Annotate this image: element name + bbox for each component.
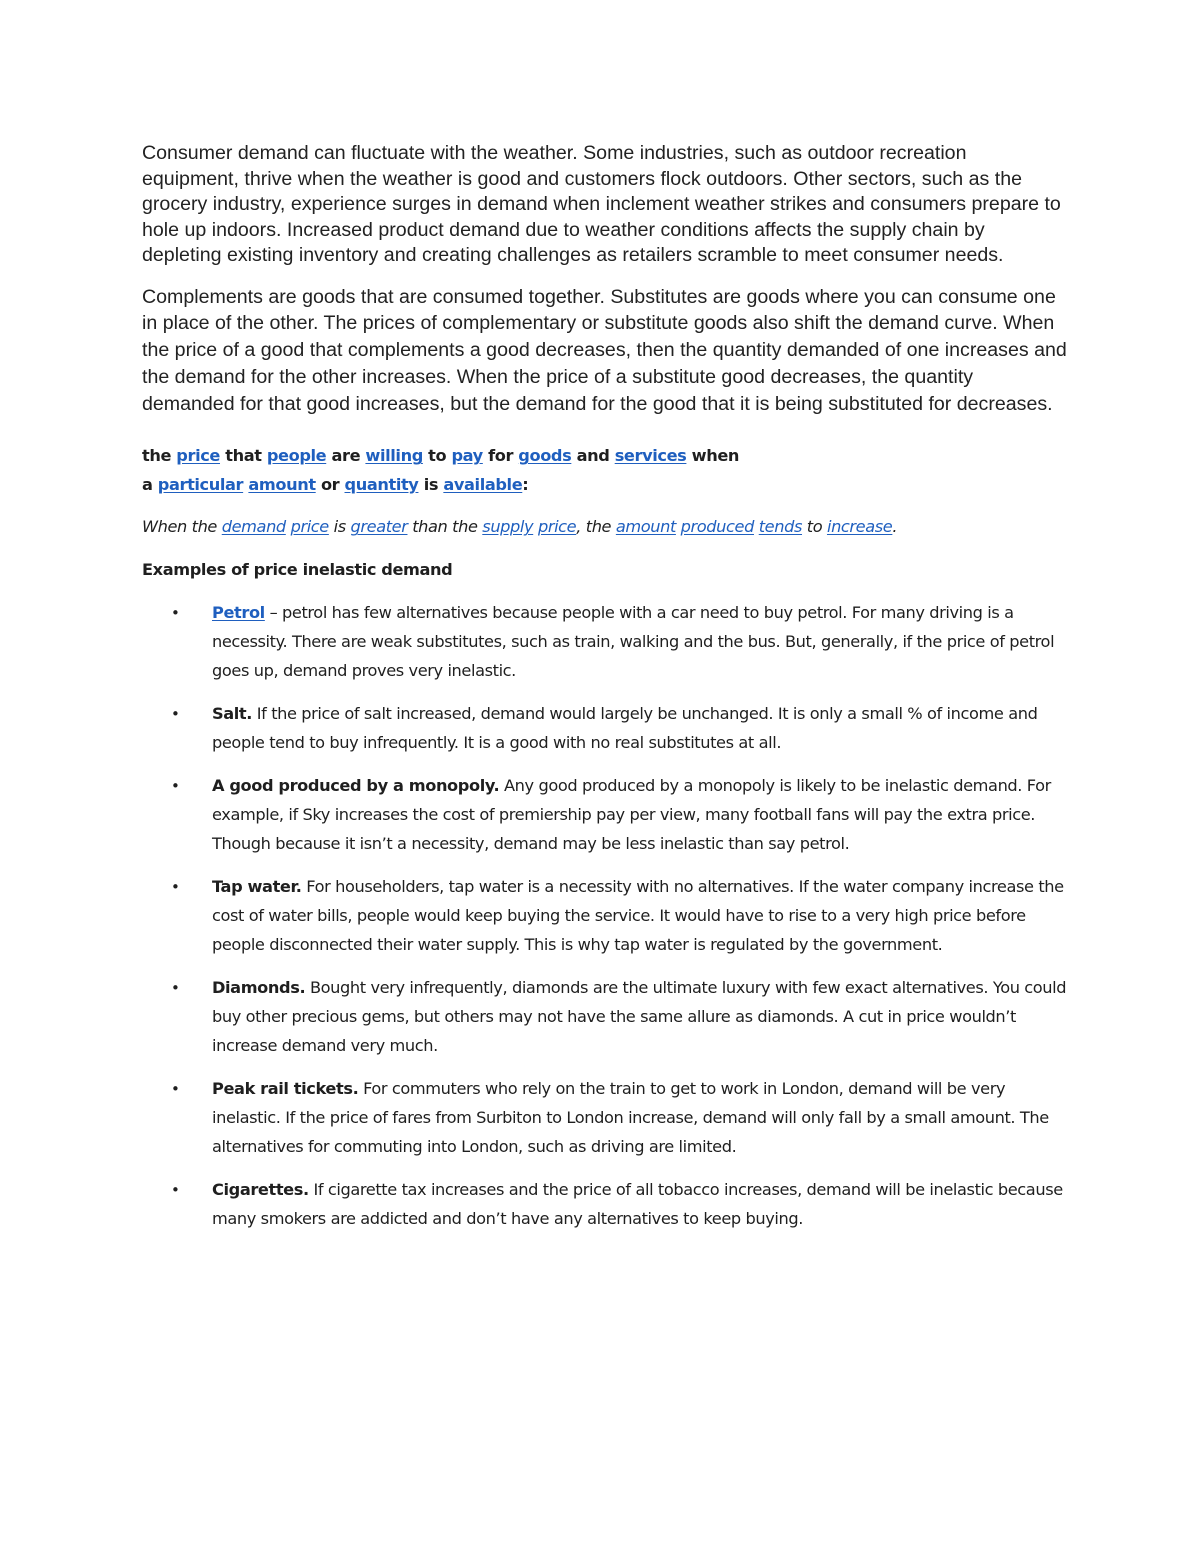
sentence-word: than the <box>412 517 478 537</box>
def-word: and <box>576 446 610 466</box>
paragraph-complements-substitutes: Complements are goods that are consumed together. Substitutes are goods where you can consume one in place of the other. The prices of complementary or substitute goods also shift the demand curve. When the price of a good that complements a good decreases, then the quantity demanded of one increases and the demand for the other increases. When the price of a substitute good decreases, the quantity demanded for that good increases, but the demand for the good that it is being substituted for decreases. <box>142 285 1067 415</box>
document-body <box>142 141 1067 1248</box>
link-pay[interactable]: pay <box>451 446 483 466</box>
list-item <box>142 974 1067 1060</box>
bullet-icon: • <box>171 979 180 998</box>
list-item <box>142 1075 1067 1161</box>
bullet-icon: • <box>171 1181 180 1200</box>
item-text: – petrol has few alternatives because people with a car need to buy petrol. For many driving is a necessity. There are weak substitutes, such as train, walking and the bus. But, generally, if the price of petrol goes up, demand proves very inelastic. <box>212 603 1055 681</box>
item-term: Tap water. <box>212 877 302 897</box>
item-text: If cigarette tax increases and the price of all tobacco increases, demand will be inelastic because many smokers are addicted and don’t have any alternatives to keep buying. <box>212 1180 1063 1228</box>
list-item <box>142 599 1067 685</box>
link-increase[interactable]: increase <box>826 517 893 537</box>
list-item <box>142 772 1067 858</box>
link-tends[interactable]: tends <box>758 517 803 537</box>
def-word: a <box>142 474 153 494</box>
def-word: for <box>488 446 514 466</box>
list-item <box>142 1176 1067 1234</box>
item-text: Bought very infrequently, diamonds are the ultimate luxury with few exact alternatives. You could buy other precious gems, but others may not have the same allure as diamonds. A cut in price wouldn’t increase demand very much. <box>212 978 1067 1055</box>
sentence-word: to <box>806 517 823 537</box>
link-price[interactable]: price <box>176 446 220 466</box>
link-available[interactable]: available <box>443 474 523 494</box>
bullet-icon: • <box>171 604 180 623</box>
item-text: If the price of salt increased, demand would largely be unchanged. It is only a small % of income and people tend to buy infrequently. It is a good with no real substitutes at all. <box>212 704 1038 753</box>
definition-line-1 <box>142 442 1067 471</box>
link-price-2[interactable]: price <box>290 517 329 537</box>
link-willing[interactable]: willing <box>365 446 423 466</box>
definition-line <box>142 442 1067 499</box>
paragraph-weather-demand: Consumer demand can fluctuate with the weather. Some industries, such as outdoor recreation equipment, thrive when the weather is good and customers flock outdoors. Other sectors, such as the grocery industry, experience surges in demand when inclement weather strikes and consumers prepare to hole up indoors. Increased product demand due to weather conditions affects the supply chain by depleting existing inventory and creating challenges as retailers scramble to meet consumer needs. <box>142 142 1061 266</box>
def-word: or <box>320 474 340 494</box>
link-goods[interactable]: goods <box>518 446 572 466</box>
link-quantity[interactable]: quantity <box>344 474 419 494</box>
sentence-word: When the <box>142 517 217 537</box>
def-colon: : <box>522 474 529 494</box>
section-heading: Examples of price inelastic demand <box>142 560 453 580</box>
item-term: A good produced by a monopoly. <box>212 776 500 796</box>
link-services[interactable]: services <box>614 446 687 466</box>
item-term: Cigarettes. <box>212 1180 309 1200</box>
link-produced[interactable]: produced <box>680 517 754 537</box>
definition-line-2 <box>142 471 1067 500</box>
sentence-word: is <box>333 517 346 537</box>
def-word: the <box>142 446 172 466</box>
def-word: that <box>225 446 262 466</box>
link-amount-2[interactable]: amount <box>615 517 676 537</box>
item-term: Salt. <box>212 704 253 724</box>
link-supply[interactable]: supply <box>482 517 534 537</box>
examples-list <box>142 599 1067 1233</box>
def-word: to <box>428 446 447 466</box>
bullet-icon: • <box>171 1080 180 1099</box>
item-term: Diamonds. <box>212 978 306 998</box>
link-particular[interactable]: particular <box>157 474 244 494</box>
item-term: Peak rail tickets. <box>212 1079 359 1099</box>
sentence-word: , the <box>576 517 612 537</box>
link-price-3[interactable]: price <box>537 517 577 537</box>
item-text: Any good produced by a monopoly is likely to be inelastic demand. For example, if Sky increases the cost of premiership pay per view, many football fans will pay the extra price. Though because it isn’t a necessity, demand may be less inelastic than say petrol. <box>212 776 1051 854</box>
list-item <box>142 700 1067 758</box>
link-greater[interactable]: greater <box>350 517 408 537</box>
link-people[interactable]: people <box>266 446 327 466</box>
list-item <box>142 873 1067 959</box>
bullet-icon: • <box>171 878 180 897</box>
def-word: when <box>691 446 740 466</box>
link-petrol[interactable]: Petrol <box>212 603 265 623</box>
sentence-period: . <box>892 517 898 537</box>
link-amount[interactable]: amount <box>248 474 316 494</box>
bullet-icon: • <box>171 777 180 796</box>
item-text: For commuters who rely on the train to get to work in London, demand will be very inelastic. If the price of fares from Surbiton to London increase, demand will only fall by a small amount. The alternatives for commuting into London, such as driving are limited. <box>212 1079 1049 1156</box>
bullet-icon: • <box>171 705 180 724</box>
supply-price-sentence <box>142 513 1067 541</box>
item-text: For householders, tap water is a necessity with no alternatives. If the water company increase the cost of water bills, people would keep buying the service. It would have to rise to a very high price before people disconnected their water supply. This is why tap water is regulated by the government. <box>212 877 1064 954</box>
def-word: is <box>423 474 439 494</box>
link-demand[interactable]: demand <box>221 517 286 537</box>
def-word: are <box>331 446 361 466</box>
